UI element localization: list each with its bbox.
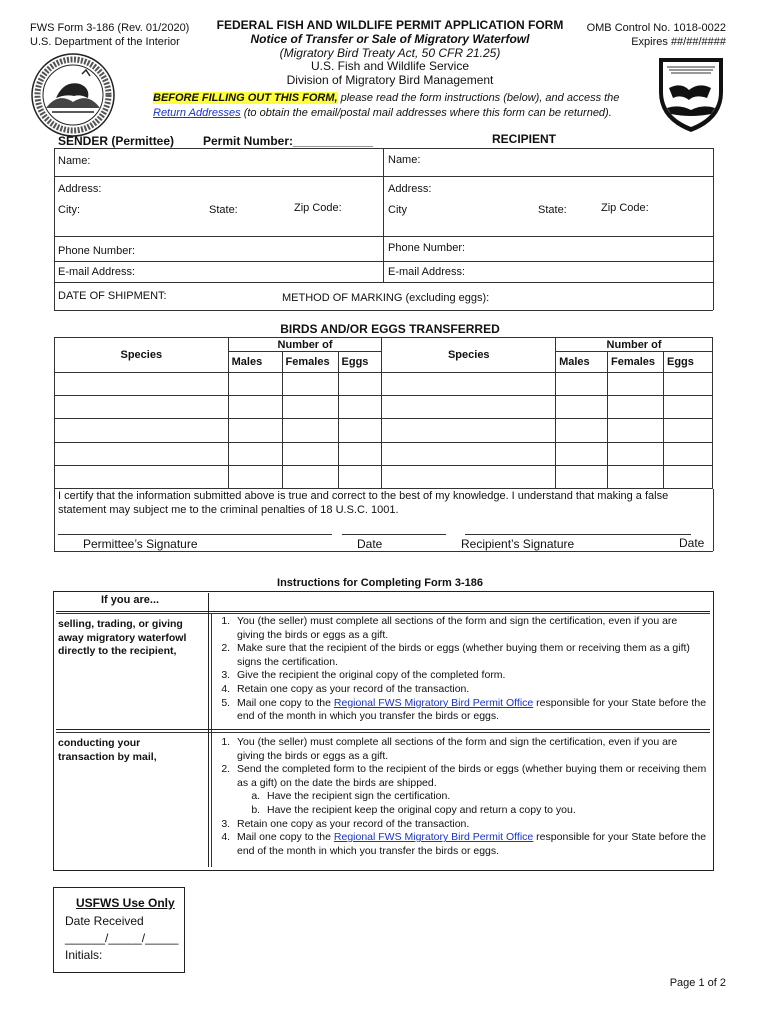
- usfws-shield-icon: [655, 52, 727, 136]
- case-direct-steps: [213, 615, 707, 724]
- mail-text-pre: Mail one copy to the: [237, 831, 334, 844]
- sender-email-field[interactable]: E-mail Address:: [58, 266, 136, 278]
- doi-seal-icon: [30, 52, 116, 138]
- date-received-field[interactable]: ______/_____/_____: [65, 931, 179, 945]
- recipient-signature-label[interactable]: Recipient’s Signature: [461, 537, 575, 551]
- permit-number: Permit Number:____________: [203, 134, 374, 148]
- mail-text-pre: Mail one copy to the: [237, 696, 334, 709]
- regional-office-link[interactable]: Regional FWS Migratory Bird Permit Office: [333, 831, 534, 844]
- notice-text: please read the form instructions (below), and access the: [337, 92, 620, 104]
- regional-office-link[interactable]: Regional FWS Migratory Bird Permit Office: [333, 696, 534, 709]
- males-header-right: Males: [556, 352, 608, 373]
- birds-table: [54, 337, 713, 489]
- instructions-heading: Instructions for Completing Form 3-186: [277, 577, 483, 589]
- expiration: Expires ##/##/####: [631, 36, 726, 48]
- sender-zip-field[interactable]: Zip Code:: [294, 202, 342, 214]
- return-addresses-link[interactable]: Return Addresses: [153, 107, 241, 119]
- notice-tail: (to obtain the email/postal mail addresses where this form can be returned).: [240, 107, 612, 119]
- sender-name-field[interactable]: Name:: [58, 155, 91, 167]
- permittee-signature-label[interactable]: Permittee’s Signature: [83, 537, 198, 551]
- certification-text: I certify that the information submitted above is true and correct to the best of my knowledge. I understand that making a false statement may subject me to the criminal penalties of 18 U.S.C. 1001.: [58, 490, 669, 516]
- case-mail-steps: [213, 736, 707, 858]
- list-item: 1. You (the seller) must complete all sections of the form and sign the certification, even if you are giving the birds or eggs as a gift.: [233, 615, 707, 642]
- form-title: FEDERAL FISH AND WILDLIFE PERMIT APPLICATION FORM: [216, 18, 564, 32]
- sender-phone-field[interactable]: Phone Number:: [58, 245, 136, 257]
- usfws-heading: USFWS Use Only: [76, 896, 175, 910]
- omb-number: OMB Control No. 1018-0022: [586, 22, 726, 34]
- recipient-date-label[interactable]: Date: [679, 536, 705, 550]
- list-item: [233, 831, 707, 858]
- list-item: [233, 697, 707, 724]
- list-item: 1. You (the seller) must complete all sections of the form and sign the certification, even if you are giving the birds or eggs as a gift.: [233, 736, 707, 763]
- table-row[interactable]: [55, 419, 713, 442]
- list-item: 4. Retain one copy as your record of the transaction.: [233, 683, 707, 697]
- division: Division of Migratory Bird Management: [286, 73, 494, 87]
- case-direct-label: selling, trading, or giving away migratory waterfowl directly to the recipient,: [58, 618, 187, 657]
- instructions-notice: [153, 91, 643, 121]
- shipment-date-field[interactable]: DATE OF SHIPMENT:: [58, 290, 167, 302]
- number-of-header-left: Number of: [228, 338, 382, 352]
- recipient-zip-field[interactable]: Zip Code:: [601, 202, 649, 214]
- eggs-header-left: Eggs: [338, 352, 382, 373]
- species-header-left: Species: [55, 338, 229, 373]
- table-row[interactable]: [55, 442, 713, 465]
- list-item: a. Have the recipient sign the certification.: [263, 790, 707, 804]
- usfws-use-only-box: [53, 887, 185, 973]
- mail-text-post: responsible for your State before the end of the month in which you transfer the birds or eggs.: [237, 831, 707, 857]
- list-item: 3. Retain one copy as your record of the transaction.: [233, 818, 707, 832]
- form-id: FWS Form 3-186 (Rev. 01/2020): [30, 22, 190, 34]
- number-of-header-right: Number of: [556, 338, 713, 352]
- initials-field[interactable]: Initials:: [65, 948, 103, 962]
- permittee-date-label[interactable]: Date: [357, 537, 383, 551]
- date-received-label: Date Received: [65, 914, 144, 928]
- sender-state-field[interactable]: State:: [209, 204, 238, 216]
- list-item: b. Have the recipient keep the original copy and return a copy to you.: [263, 804, 707, 818]
- list-item-text: Send the completed form to the recipient of the birds or eggs (whether buying them or receiving them as a gift) on the date the birds are shipped.: [237, 763, 707, 789]
- recipient-phone-field[interactable]: Phone Number:: [388, 242, 466, 254]
- recipient-city-field[interactable]: City: [388, 204, 407, 216]
- table-row[interactable]: [55, 465, 713, 488]
- case-mail-label: conducting your transaction by mail,: [58, 737, 157, 763]
- title-block: [200, 18, 580, 87]
- page-number: Page 1 of 2: [669, 977, 726, 989]
- list-item: 3. Give the recipient the original copy of the completed form.: [233, 669, 707, 683]
- if-you-are-header: If you are...: [101, 594, 160, 606]
- mail-text-post: responsible for your State before the end of the month in which you transfer the birds or eggs.: [237, 696, 707, 723]
- form-citation: (Migratory Bird Treaty Act, 50 CFR 21.25): [279, 46, 501, 60]
- sender-address-field[interactable]: Address:: [58, 183, 102, 195]
- females-header-right: Females: [608, 352, 664, 373]
- species-header-right: Species: [382, 338, 556, 373]
- marking-method-field[interactable]: METHOD OF MARKING (excluding eggs):: [282, 292, 490, 304]
- sender-heading: SENDER (Permittee): [58, 134, 175, 148]
- recipient-email-field[interactable]: E-mail Address:: [388, 266, 466, 278]
- sender-city-field[interactable]: City:: [58, 204, 80, 216]
- birds-heading: BIRDS AND/OR EGGS TRANSFERRED: [280, 322, 500, 336]
- recipient-address-field[interactable]: Address:: [388, 183, 432, 195]
- form-subtitle: Notice of Transfer or Sale of Migratory Waterfowl: [250, 32, 530, 46]
- department: U.S. Department of the Interior: [30, 36, 180, 48]
- females-header-left: Females: [282, 352, 338, 373]
- notice-bold: BEFORE FILLING OUT THIS FORM,: [153, 92, 338, 104]
- table-row[interactable]: [55, 396, 713, 419]
- list-item: [233, 763, 707, 817]
- recipient-name-field[interactable]: Name:: [388, 154, 421, 166]
- list-item: 2. Make sure that the recipient of the birds or eggs (whether buying them or receiving them as a gift) signs the certification.: [233, 642, 707, 669]
- recipient-heading: RECIPIENT: [492, 132, 557, 146]
- recipient-state-field[interactable]: State:: [538, 204, 567, 216]
- table-row[interactable]: [55, 373, 713, 396]
- eggs-header-right: Eggs: [663, 352, 712, 373]
- males-header-left: Males: [228, 352, 282, 373]
- agency: U.S. Fish and Wildlife Service: [310, 59, 470, 73]
